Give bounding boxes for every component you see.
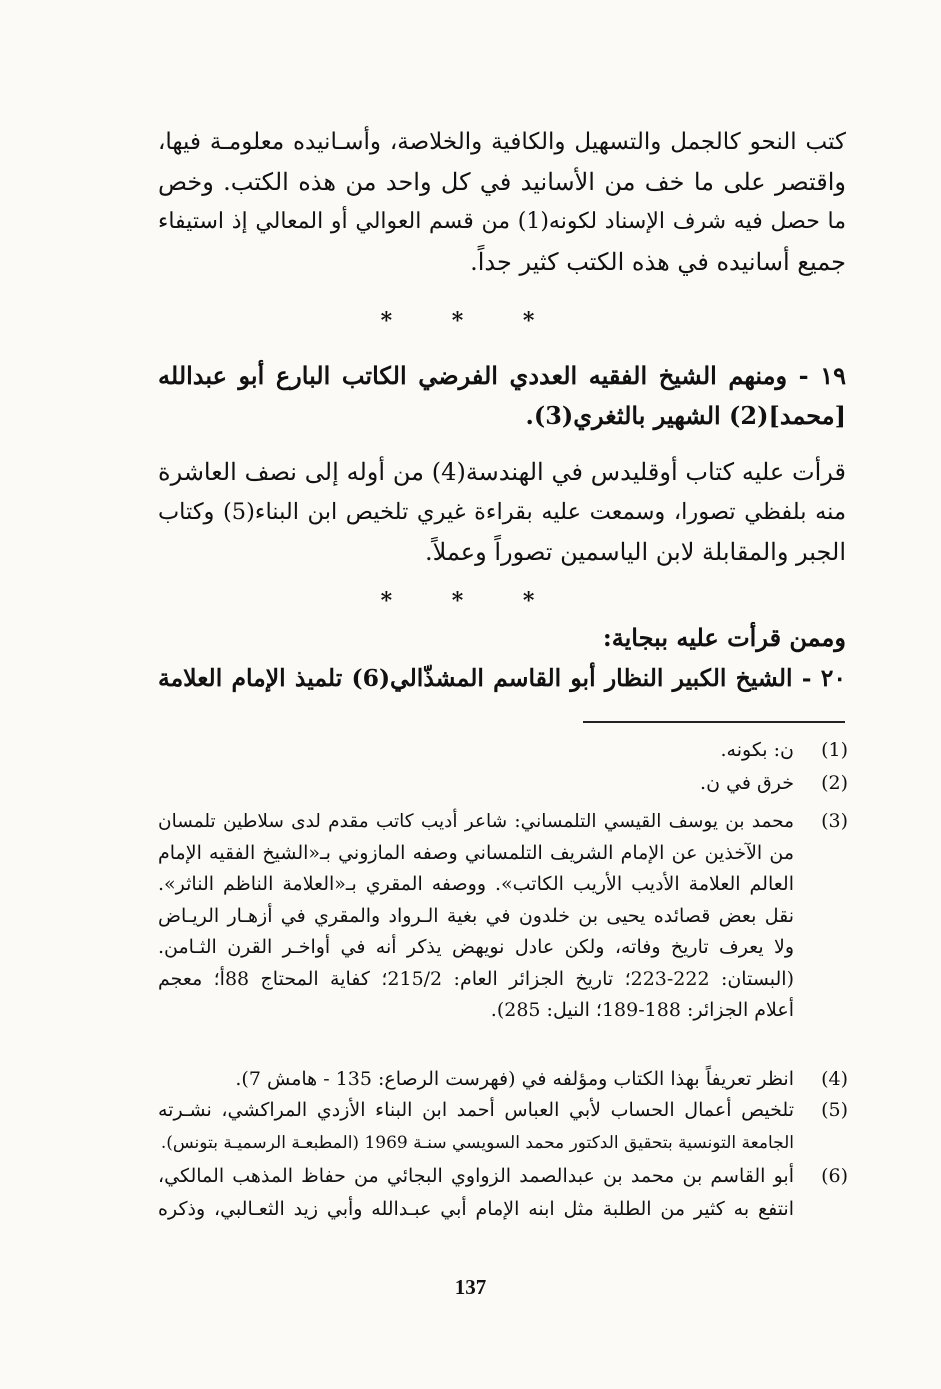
footnote-line: تلخيص أعمال الحساب لأبي العباس أحمد ابن البناء الأزدي المراكشي، نشـرته	[158, 1099, 794, 1121]
text-line: منه بلفظي تصورا، وسمعت عليه بقراءة غيري تلخيص ابن البناء(5) وكتاب	[158, 499, 846, 525]
section-heading: وممن قرأت عليه ببجاية:	[602, 623, 846, 652]
entry-20-line: ٢٠ - الشيخ الكبير النظار أبو القاسم المشذّالي(6) تلميذ الإمام العلامة	[158, 664, 846, 692]
footnote-number: (5)	[821, 1099, 848, 1121]
entry-19	[158, 356, 846, 436]
footnote-line: أعلام الجزائر: 188-189؛ النيل: 285).	[490, 999, 794, 1021]
text-line: قرأت عليه كتاب أوقليدس في الهندسة(4) من أوله إلى نصف العاشرة	[158, 458, 847, 486]
footnote-line: محمد بن يوسف القيسي التلمساني: شاعر أديب كاتب مقدم لدى سلاطين تلمسان	[158, 811, 794, 832]
entry-19-line-1: ١٩ - ومنهم الشيخ الفقيه العددي الفرضي الكاتب البارع أبو عبدالله	[158, 361, 846, 390]
footnote-number: (6)	[821, 1165, 848, 1187]
footnote-line: انظر تعريفاً بهذا الكتاب ومؤلفه في (فهرست الرصاع: 135 - هامش 7).	[235, 1068, 794, 1090]
footnote-line: العالم العلامة الأديب الأريب الكاتب». ووصفه المقري بـ«العلامة الناظم الناثر».	[158, 873, 794, 895]
footnote-number: (2)	[821, 772, 848, 794]
footnote-divider	[583, 721, 845, 723]
footnote-number: (4)	[821, 1068, 848, 1090]
text-line: ما حصل فيه شرف الإسناد لكونه(1) من قسم العوالي أو المعالي إذ استيفاء	[158, 209, 846, 234]
footnote-line: خرق في ن.	[700, 772, 794, 794]
section-separator: * * *	[380, 308, 561, 334]
footnote-line: نقل بعض قصائده يحيى بن خلدون في بغية الـرواد والمقري في أزهـار الريـاض	[158, 904, 794, 927]
footnote-line: من الآخذين عن الإمام الشريف التلمساني وصفه المازوني بـ«الشيخ الفقيه الإمام	[158, 841, 794, 864]
footnote-5	[158, 1094, 848, 1160]
footnote-line: الجامعة التونسية بتحقيق الدكتور محمد السويسي سنـة 1969 (المطبعـة الرسميـة بتونس).	[160, 1133, 794, 1153]
footnote-line: ولا يعرف تاريخ وفاته، ولكن عادل نويهض يذكر أنه في أواخـر القرن الثـامن.	[158, 936, 794, 958]
footnote-line: ن: بكونه.	[720, 739, 794, 761]
footnote-line: أبو القاسم بن محمد بن عبدالصمد الزواوي البجائي من حفاظ المذهب المالكي،	[158, 1165, 794, 1187]
page-number: 137	[454, 1275, 487, 1299]
footnote-3	[158, 806, 848, 1027]
footnote-line: انتفع به كثير من الطلبة مثل ابنه الإمام أبي عبـدالله وأبي زيد الثعـالبي، وذكره	[158, 1198, 794, 1220]
paragraph-2	[158, 452, 846, 572]
entry-20	[158, 658, 846, 698]
footnote-number: (1)	[821, 739, 848, 761]
paragraph-1	[158, 122, 846, 282]
text-line: جميع أسانيده في هذه الكتب كثير جداً.	[470, 248, 846, 276]
text-line: الجبر والمقابلة لابن الياسمين تصوراً وعملاً.	[424, 538, 846, 566]
section-separator-2: * * *	[380, 588, 561, 614]
text-line: واقتصر على ما خف من الأسانيد في كل واحد من هذه الكتب. وخص	[158, 168, 846, 196]
footnote-1	[158, 735, 848, 765]
text-line: كتب النحو كالجمل والتسهيل والكافية والخلاصة، وأسـانيده معلومـة فيها،	[158, 129, 846, 155]
footnote-2	[158, 768, 848, 798]
footnote-line: (البستان: 222-223؛ تاريخ الجزائر العام: 215/2؛ كفاية المحتاج 88أ؛ معجم	[158, 967, 794, 990]
footnote-number: (3)	[821, 810, 848, 832]
footnote-6	[158, 1160, 848, 1226]
footnote-4	[158, 1064, 848, 1094]
entry-19-line-2: [محمد](2) الشهير بالثغري(3).	[525, 401, 846, 430]
